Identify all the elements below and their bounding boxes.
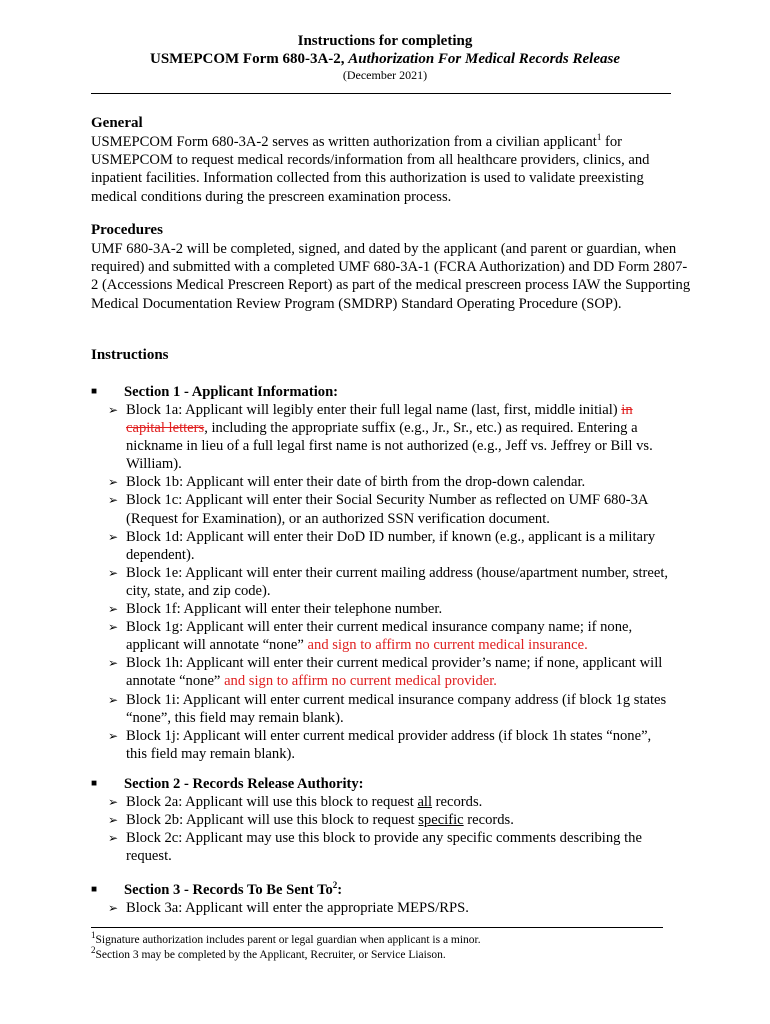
list-item-block-1a: ➢ Block 1a: Applicant will legibly enter their full legal name (last, first, middle initial) in capital letters, including the appropriate suffix (e.g., Jr., Sr., etc.) as required. Entering a nickname in lieu of a full legal first name is not authorized (e.g., Jeff vs. Jeffrey or Bill vs. William). — [108, 402, 653, 473]
underlined-text: all — [417, 794, 433, 810]
header-divider — [91, 93, 671, 94]
procedures-paragraph: UMF 680-3A-2 will be completed, signed, and dated by the applicant (and parent or guardian, when required) and submitted with a completed UMF 680-3A-1 (FCRA Authorization) and DD Form 2807-2 (Accessions Medical Prescreen Report) as part of the medical prescreen process IAW the Supporting Medical Documentation Review Program (SMDRP) Standard Operating Procedure (SOP). — [91, 241, 691, 312]
instructions-heading: Instructions — [91, 347, 169, 363]
struck-text: in capital letters — [126, 402, 633, 437]
arrow-bullet-icon: ➢ — [108, 602, 119, 617]
list-item-block-1i: ➢ Block 1i: Applicant will enter current medical insurance company address (if block 1g states “none”, this field may remain blank). — [108, 691, 667, 726]
arrow-bullet-icon: ➢ — [108, 795, 119, 809]
arrow-bullet-icon: ➢ — [108, 565, 119, 580]
arrow-bullet-icon: ➢ — [108, 728, 119, 743]
list-item-block-3a: ➢ Block 3a: Applicant will enter the appropriate MEPS/RPS. — [108, 900, 469, 916]
doc-title-line1: Instructions for completing — [297, 33, 473, 49]
arrow-bullet-icon: ➢ — [108, 831, 119, 846]
square-bullet-icon: ■ — [91, 386, 98, 397]
arrow-bullet-icon: ➢ — [108, 901, 119, 915]
footnote-1: $^1$Signature authorization includes parent or legal guardian when applicant is a minor. — [91, 930, 481, 946]
footnote-ref-2: 2 — [332, 880, 338, 891]
footnote-2: $^2$Section 3 may be completed by the Applicant, Recruiter, or Service Liaison. — [91, 945, 446, 961]
list-item-block-1g: ➢ Block 1g: Applicant will enter their current medical insurance company name; if none, applicant will annotate “none” and sign to affirm no current medical insurance. — [108, 619, 633, 654]
list-item-block-2b: ➢ Block 2b: Applicant will use this block to request specific records. — [108, 812, 514, 829]
footnote-2-mark: 2 — [91, 945, 96, 956]
general-text-cont: for USMEPCOM to request medical records/information from all healthcare providers, clinics, and inpatient facilities. Information collected from this authorization is used to validate preexisting medical conditions during the prescreen examination process. — [91, 134, 650, 205]
footnote-1-mark: 1 — [91, 930, 96, 941]
arrow-bullet-icon: ➢ — [108, 529, 119, 544]
section-2-list — [108, 793, 673, 865]
arrow-bullet-icon: ➢ — [108, 493, 119, 508]
list-item-block-2a: ➢ Block 2a: Applicant will use this block to request all records. — [108, 794, 483, 810]
list-item-block-1j: ➢ Block 1j: Applicant will enter current medical provider address (if block 1h states “none”, this field may remain blank). — [108, 727, 652, 762]
arrow-bullet-icon: ➢ — [108, 813, 119, 828]
arrow-bullet-icon: ➢ — [108, 620, 119, 635]
section-1-list — [108, 401, 673, 763]
doc-date: (December 2021) — [342, 68, 428, 82]
list-item-block-1d: ➢ Block 1d: Applicant will enter their DoD ID number, if known (e.g., applicant is a military dependent). — [108, 528, 656, 563]
procedures-heading: Procedures — [91, 222, 163, 238]
arrow-bullet-icon: ➢ — [108, 656, 119, 671]
square-bullet-icon: ■ — [91, 884, 98, 895]
square-bullet-icon: ■ — [91, 778, 98, 789]
doc-title-line2 — [0, 50, 770, 68]
list-item-block-1f: ➢ Block 1f: Applicant will enter their telephone number. — [108, 601, 443, 618]
list-item-block-2c: ➢ Block 2c: Applicant may use this block to provide any specific comments describing the request. — [108, 830, 642, 865]
underlined-text: specific — [418, 812, 464, 829]
added-text: and sign to affirm no current medical insurance — [307, 637, 585, 654]
list-item-block-1e: ➢ Block 1e: Applicant will enter their current mailing address (house/apartment number, street, city, state, and zip code). — [108, 564, 669, 599]
arrow-bullet-icon: ➢ — [108, 692, 119, 707]
section-3-title: Section 3 - Records To Be Sent To$^2$: — [124, 880, 343, 898]
doc-title-prefix: USMEPCOM Form 680-3A-2, — [150, 51, 349, 67]
general-heading: General — [91, 115, 143, 131]
added-text: and sign to affirm no current medical provider — [224, 673, 494, 690]
footnote-ref-1: 1 — [596, 132, 602, 143]
general-text: USMEPCOM Form 680-3A-2 serves as written authorization from a civilian applicant — [91, 134, 597, 150]
footnote-divider — [91, 927, 663, 928]
section-2-title: Section 2 - Records Release Authority: — [124, 776, 364, 792]
list-item-block-1c: ➢ Block 1c: Applicant will enter their Social Security Number as reflected on UMF 680-3A (Request for Examination), or an authorized SSN verification document. — [108, 492, 648, 527]
list-item-block-1b: ➢ Block 1b: Applicant will enter their date of birth from the drop-down calendar. — [108, 474, 586, 491]
doc-title-form-name: Authorization For Medical Records Release — [348, 51, 620, 67]
section-3-list — [108, 899, 673, 917]
general-paragraph — [91, 133, 691, 206]
list-item-block-1h: ➢ Block 1h: Applicant will enter their current medical provider’s name; if none, applicant will annotate “none” and sign to affirm no current medical provider. — [108, 655, 663, 690]
arrow-bullet-icon: ➢ — [108, 475, 119, 490]
arrow-bullet-icon: ➢ — [108, 403, 119, 417]
section-1-title: Section 1 - Applicant Information: — [124, 384, 339, 400]
